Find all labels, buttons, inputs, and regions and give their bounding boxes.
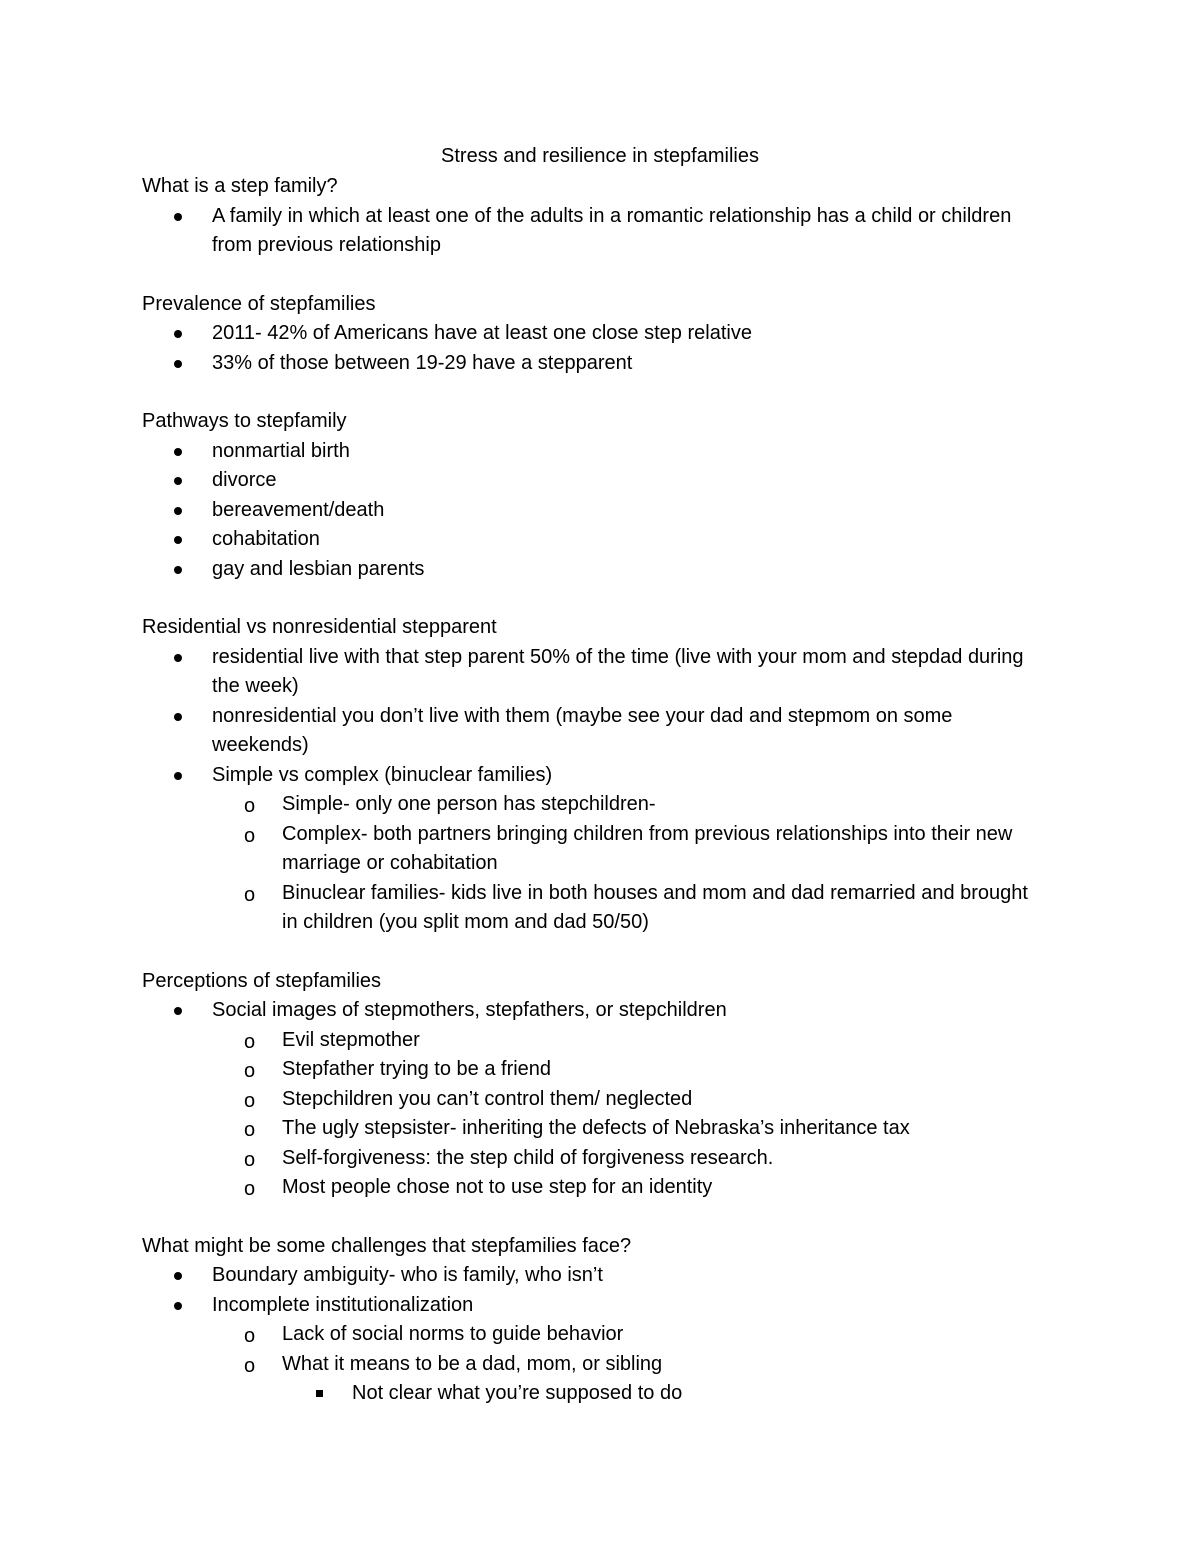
list-challenges [142, 1261, 1042, 1409]
list-residential [142, 643, 1042, 938]
sublist-item: o Evil stepmother [212, 1026, 1042, 1056]
sublist-item: o Simple- only one person has stepchildren- [212, 790, 1042, 820]
bullet-circle-icon: o [244, 1148, 256, 1171]
sublist-item: o Lack of social norms to guide behavior [212, 1320, 1042, 1350]
sublist-item: o Stepfather trying to be a friend [212, 1055, 1042, 1085]
bullet-disc-icon [174, 1302, 182, 1310]
list-prevalence [142, 319, 1042, 378]
bullet-disc-icon [174, 507, 182, 515]
sublist-roles [282, 1379, 1042, 1409]
list-item: nonresidential you don’t live with them (maybe see your dad and stepmom on some weekends) [142, 702, 1042, 761]
bullet-disc-icon [174, 566, 182, 574]
list-step-family [142, 202, 1042, 261]
list-item: divorce [142, 466, 1042, 496]
bullet-disc-icon [174, 477, 182, 485]
bullet-disc-icon [174, 713, 182, 721]
list-item: nonmartial birth [142, 437, 1042, 467]
list-item: A family in which at least one of the adults in a romantic relationship has a child or children from previous relationship [142, 202, 1042, 261]
bullet-circle-icon: o [244, 1354, 256, 1377]
sublist-item: o Binuclear families- kids live in both houses and mom and dad remarried and brought in children (you split mom and dad 50/50) [244, 881, 1028, 933]
list-perceptions [142, 996, 1042, 1203]
sublist-family-types [212, 790, 1042, 938]
list-item: bereavement/death [142, 496, 1042, 526]
sublist-item: o The ugly stepsister- inheriting the defects of Nebraska’s inheritance tax [212, 1114, 1042, 1144]
list-item: Boundary ambiguity- who is family, who isn’t [142, 1261, 1042, 1291]
bullet-disc-icon [174, 536, 182, 544]
list-item: 33% of those between 19-29 have a stepparent [142, 349, 1042, 379]
bullet-disc-icon [174, 360, 182, 368]
heading-residential: Residential vs nonresidential stepparent [142, 616, 497, 638]
bullet-disc-icon [174, 448, 182, 456]
sublist-item: o Most people chose not to use step for an identity [212, 1173, 1042, 1203]
list-item: cohabitation [142, 525, 1042, 555]
bullet-disc-icon [174, 330, 182, 338]
bullet-disc-icon [174, 772, 182, 780]
list-item: Incomplete institutionalization o Lack of social norms to guide behavior o What it means to be a dad, mom, or sibling Not clear what you’re supposed to do [142, 1291, 1042, 1409]
list-item: Social images of stepmothers, stepfathers, or stepchildren o Evil stepmother o Stepfather trying to be a friend o Stepchildren you can’t control them/ neglected o The ugly stepsister- inheriting the defects of Nebraska’s inheritance tax o Self-forgiveness: the step child of forgiveness research. o Most people chose not to use step for an identity [142, 996, 1042, 1203]
subsublist-item: Not clear what you’re supposed to do [282, 1379, 1042, 1409]
bullet-circle-icon: o [244, 1060, 256, 1082]
bullet-circle-icon: o [244, 883, 256, 906]
heading-prevalence: Prevalence of stepfamilies [142, 292, 376, 315]
bullet-circle-icon: o [244, 1325, 256, 1347]
bullet-circle-icon: o [244, 824, 256, 847]
list-item: Simple vs complex (binuclear families) o Simple- only one person has stepchildren- o Complex- both partners bringing children from previous relationships into their new marriage or cohabitation o Binuclear families- kids live in both houses and mom and dad remarried and brought in children (you split mom and dad 50/50) [142, 761, 1042, 938]
list-item: 2011- 42% of Americans have at least one close step relative [142, 319, 1042, 349]
bullet-disc-icon [174, 213, 182, 221]
sublist-item: o Complex- both partners bringing children from previous relationships into their new marriage or cohabitation [244, 822, 1013, 874]
heading-pathways: Pathways to stepfamily [142, 410, 347, 432]
bullet-circle-icon: o [244, 1178, 256, 1200]
heading-perceptions: Perceptions of stepfamilies [142, 969, 382, 992]
list-pathways [142, 437, 1042, 585]
bullet-circle-icon: o [244, 1030, 256, 1053]
bullet-disc-icon [174, 1272, 182, 1280]
document-title: Stress and resilience in stepfamilies [441, 145, 759, 167]
list-item: gay and lesbian parents [142, 555, 1042, 585]
bullet-square-icon [316, 1390, 323, 1397]
sublist-item: o What it means to be a dad, mom, or sibling Not clear what you’re supposed to do [212, 1350, 1042, 1409]
bullet-circle-icon: o [244, 1089, 256, 1112]
bullet-circle-icon: o [244, 795, 256, 817]
bullet-circle-icon: o [244, 1119, 256, 1141]
heading-what-is-step-family: What is a step family? [142, 175, 338, 197]
list-item: residential live with that step parent 50% of the time (live with your mom and stepdad during the week) [142, 643, 1042, 702]
sublist-institutionalization [212, 1320, 1042, 1409]
sublist-item: o Self-forgiveness: the step child of forgiveness research. [212, 1144, 1042, 1174]
bullet-disc-icon [174, 654, 182, 662]
heading-challenges: What might be some challenges that stepfamilies face? [142, 1234, 632, 1257]
document-body [142, 172, 1042, 1409]
sublist-social-images [212, 1026, 1042, 1203]
bullet-disc-icon [174, 1007, 182, 1015]
sublist-item: o Stepchildren you can’t control them/ neglected [212, 1085, 1042, 1115]
